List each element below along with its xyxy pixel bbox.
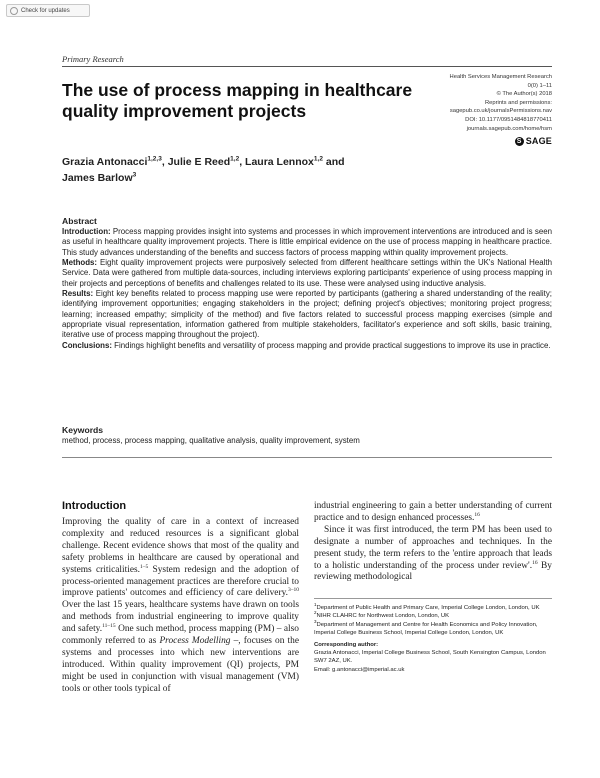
intro-paragraph — [314, 525, 552, 585]
citation-ref: 1–5 — [139, 563, 149, 570]
corresponding-author-address: Grazia Antonacci, Imperial College Business School, South Kensington Campus, London SW7 2AZ, UK. — [314, 650, 546, 665]
text-run: By reviewing methodological — [314, 560, 552, 583]
text-run: industrial engineering to gain a better understanding of current practice and to design enhanced processes. — [314, 501, 552, 523]
affiliation-number: 3 — [314, 618, 317, 624]
author-separator: and — [322, 156, 345, 168]
affiliation — [314, 618, 554, 638]
journal-name: Health Services Management Research — [449, 74, 552, 80]
author-affiliation-ref: 1,2 — [230, 155, 240, 163]
author-affiliation-ref: 3 — [132, 171, 137, 179]
keywords-list: method, process, process mapping, qualitative analysis, quality improvement, system — [62, 435, 360, 445]
text-run: Improving the quality of care in a context of increased complexity and reduced resources is a significant global challenge. Recent evidence shows that most of the quality and safety problems in healthcare are caused by operational and systems criticalities. — [62, 517, 299, 575]
author-name: Julie E Reed — [167, 156, 231, 168]
copyright: © The Author(s) 2018 — [496, 91, 552, 98]
citation-ref: 16 — [474, 511, 480, 518]
abstract-section-label: Conclusions: — [62, 340, 112, 350]
update-check-icon — [10, 7, 18, 15]
journal-volume: 0(0) 1–11 — [527, 82, 552, 89]
article-type-label: Primary Research — [62, 54, 124, 64]
doi[interactable]: DOI: 10.1177/0951484818770411 — [465, 116, 552, 123]
sage-logo — [515, 136, 552, 146]
abstract-introduction — [62, 227, 552, 258]
abstract-divider — [62, 457, 552, 458]
text-run: Since it was first introduced, the term PM has been used to designate a number of approaches and techniques. In the present study, the term refers to the 'entire approach that leads to a holistic understanding of the process under review'. — [314, 524, 552, 571]
reprints-label: Reprints and permissions: — [484, 99, 552, 106]
citation-ref: 11–15 — [102, 623, 116, 630]
affiliation — [314, 612, 554, 620]
text-run: System redesign and the adoption of process-oriented management practices are therefore crucial to improve patients' outcomes and efficiency of care delivery. — [62, 564, 299, 599]
abstract-section-text: Process mapping provides insight into systems and processes in which improvement interventions are introduced and is seen as useful in healthcare quality improvement projects. There is little empirical evidence on the use of process mapping in healthcare practice. This study advances understanding of the benefits and success factors of process mapping within quality improvement projects. — [62, 226, 552, 257]
abstract — [62, 216, 552, 351]
journal-info — [450, 73, 552, 133]
keywords-heading: Keywords — [62, 425, 104, 435]
permissions-link[interactable]: sagepub.co.uk/journalsPermissions.nav — [449, 108, 552, 115]
affiliations — [314, 604, 554, 674]
sage-logo-icon: S — [515, 137, 524, 146]
author-affiliation-ref: 1,2,3 — [147, 155, 162, 163]
check-for-updates-badge[interactable] — [6, 4, 90, 17]
introduction-left-column — [62, 517, 299, 696]
author-name: Grazia Antonacci — [62, 156, 148, 168]
abstract-section-label: Introduction: — [62, 226, 111, 236]
corresponding-author-heading: Corresponding author: — [314, 641, 379, 648]
affiliation-number: 1 — [314, 602, 317, 608]
intro-paragraph — [314, 501, 552, 525]
author-name: Laura Lennox — [245, 156, 314, 168]
author-name: James Barlow — [62, 172, 133, 184]
abstract-results — [62, 289, 552, 341]
article-title: The use of process mapping in healthcare quality improvement projects — [62, 80, 413, 121]
abstract-section-text: Eight key benefits related to process mapping use were reported by participants (gathering a shared understanding of the reality; identifying improvement opportunities; engaging stakeholders in the project; defining project's objectives; monitoring project progress; learning; increased empathy; simplicity of the method) and five factors related to successful process mapping exercises (simple and appropriate visual representation, information gathered from multiple stakeholders, facilitator's experience and soft skills, basic training, iterative use of process mapping throughout the project). — [62, 288, 552, 340]
author-affiliation-ref: 1,2 — [313, 155, 323, 163]
author-list — [62, 154, 392, 186]
citation-ref: 3–10 — [288, 587, 299, 594]
header-divider — [62, 66, 552, 67]
abstract-section-label: Methods: — [62, 257, 98, 267]
badge-label: Check for updates — [21, 7, 70, 14]
abstract-section-label: Results: — [62, 288, 94, 298]
affiliation-text: NIHR CLAHRC for Northwest London, London, UK — [316, 613, 450, 620]
abstract-conclusions — [62, 341, 552, 351]
italic-term: Process Modelling — [159, 636, 231, 647]
introduction-right-column — [314, 501, 552, 584]
abstract-section-text: Findings highlight benefits and versatility of process mapping and provide practical suggestions to improve its use in practice. — [111, 340, 551, 350]
keywords — [62, 425, 552, 446]
affiliation-text: Department of Public Health and Primary Care, Imperial College London, London, UK — [316, 605, 540, 611]
text-run: One such method, process mapping (PM) – also commonly referred to as — [62, 624, 299, 647]
affiliation-text: Department of Management and Centre for Health Economics and Policy Innovation, Imperial College Business School, Imperial College London, London, UK — [314, 621, 538, 637]
citation-ref: 16 — [532, 559, 538, 566]
intro-paragraph — [62, 517, 299, 696]
introduction-heading: Introduction — [62, 500, 127, 512]
abstract-methods — [62, 258, 552, 289]
publisher-name: SAGE — [525, 136, 552, 146]
journal-url[interactable]: journals.sagepub.com/home/hsm — [466, 125, 552, 132]
corresponding-author-email[interactable]: Email: g.antonacci@imperial.ac.uk — [314, 666, 405, 673]
abstract-heading: Abstract — [62, 216, 97, 226]
author-separator: , — [239, 156, 246, 168]
affiliation-number: 2 — [314, 610, 317, 616]
affiliation — [314, 604, 554, 612]
author-separator: , — [161, 156, 168, 168]
abstract-section-text: Eight quality improvement projects were purposively selected from different healthcare settings within the UK's National Health Service. Data were gathered from multiple data-sources, including interviews exploring participants' experience of using process mapping in their projects and perceptions of benefits and challenges related to its use. These were analysed using inductive analysis. — [62, 257, 552, 288]
text-run: Over the last 15 years, healthcare systems have drawn on tools and methods from industrial engineering to improve quality and safety. — [62, 600, 299, 635]
footnote-divider — [314, 598, 552, 599]
text-run: –, focuses on the systems and processes into which new interventions are introduced. Within quality improvement (QI) projects, PM might be used in conjunction with visual management (VM) tools or other tools typical of — [62, 636, 299, 694]
